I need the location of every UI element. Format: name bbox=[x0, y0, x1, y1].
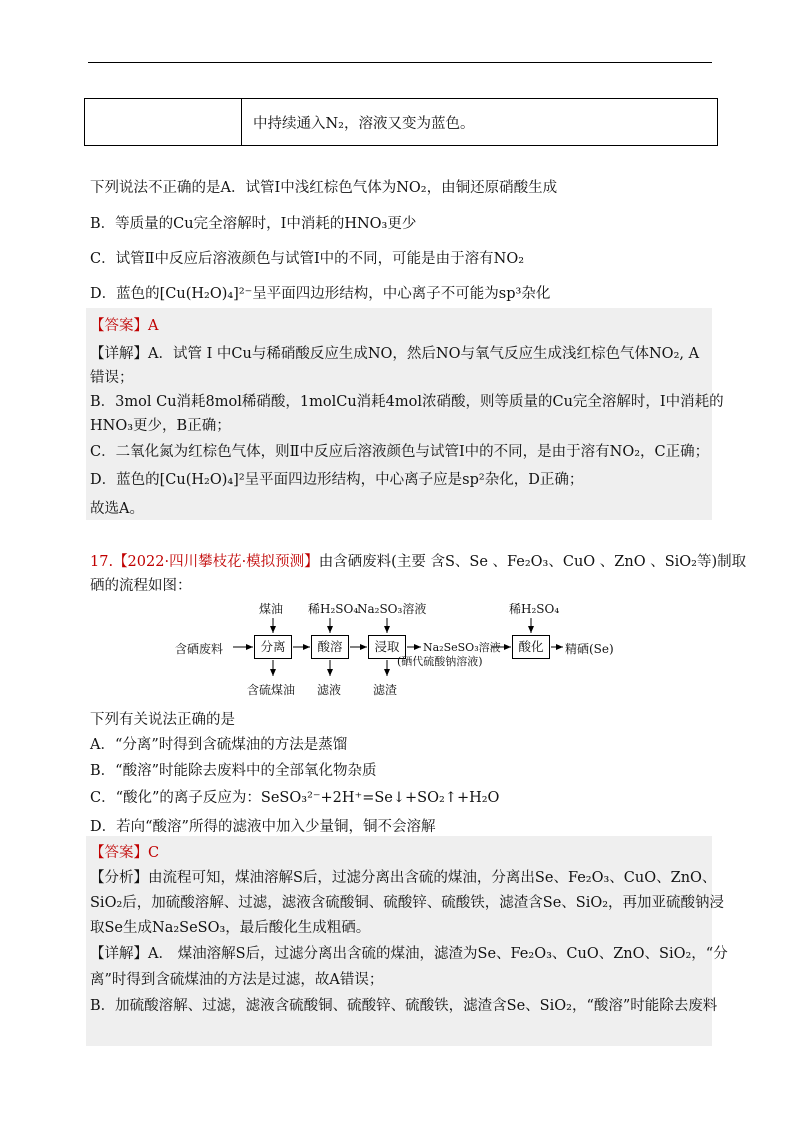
q17-detail-a: 【详解】A． 煤油溶解S后，过滤分离出含硫的煤油，滤渣为Se、Fe₂O₃、CuO、ZnO、SiO₂，“分 bbox=[90, 946, 728, 962]
flow-input: 含硒废料 bbox=[175, 642, 224, 656]
q17-analysis-3: 取Se生成Na₂SeSO₃，最后酸化生成粗硒。 bbox=[90, 920, 371, 936]
q17-analysis-2: SiO₂后，加硫酸溶解、过滤，滤液含硫酸铜、硫酸锌、硫酸铁，滤渣含Se、SiO₂，再加亚硫酸钠浸 bbox=[90, 895, 725, 911]
q16-detail-d: D．蓝色的[Cu(H₂O)₄]²呈平面四边形结构，中心离子应是sp²杂化，D正确； bbox=[90, 472, 584, 488]
flow-bottom-label-2: 滤液 bbox=[317, 683, 342, 697]
table-divider bbox=[241, 99, 242, 145]
flow-bottom-label-1: 含硫煤油 bbox=[247, 683, 296, 697]
q17-number: 17. bbox=[90, 554, 114, 570]
q16-detail-c: C．二氧化氮为红棕色气体，则Ⅱ中反应后溶液颜色与试管Ⅰ中的不同，是由于溶有NO₂，C正确； bbox=[90, 444, 710, 460]
q17-option-d: D．若向“酸溶”所得的滤液中加入少量铜，铜不会溶解 bbox=[90, 819, 436, 835]
q17-stem-line1 bbox=[90, 550, 746, 571]
q16-detail-b: B．3mol Cu消耗8mol稀硝酸，1molCu消耗4mol浓硝酸，则等质量的Cu完全溶解时，I中消耗的 bbox=[90, 394, 724, 410]
flow-box-leach: 浸取 bbox=[368, 635, 406, 659]
flow-mid-label-2: (硒代硫酸钠溶液) bbox=[397, 655, 483, 668]
flow-top-label-3: Na₂SO₃溶液 bbox=[357, 602, 427, 616]
q17-stem-line2: 硒的流程如图： bbox=[90, 578, 192, 594]
flow-output: 精硒(Se) bbox=[565, 642, 614, 656]
q17-option-a: A．“分离”时得到含硫煤油的方法是蒸馏 bbox=[90, 737, 348, 753]
q17-option-b: B．“酸溶”时能除去废料中的全部氧化物杂质 bbox=[90, 763, 377, 779]
q16-conclusion: 故选A。 bbox=[90, 501, 144, 517]
q17-detail-b: B．加硫酸溶解、过滤，滤液含硫酸铜、硫酸锌、硫酸铁，滤渣含Se、SiO₂，“酸溶”时能除去废料 bbox=[90, 998, 718, 1014]
q16-stem: 下列说法不正确的是A．试管Ⅰ中浅红棕色气体为NO₂，由铜还原硝酸生成 bbox=[90, 180, 558, 196]
flow-top-label-1: 煤油 bbox=[259, 602, 284, 616]
flow-box-acid-dissolve: 酸溶 bbox=[311, 635, 349, 659]
q16-option-b: B．等质量的Cu完全溶解时，Ⅰ中消耗的HNO₃更少 bbox=[90, 216, 417, 232]
q17-ask: 下列有关说法正确的是 bbox=[90, 712, 235, 728]
q17-analysis-1: 【分析】由流程可知，煤油溶解S后，过滤分离出含硫的煤油，分离出Se、Fe₂O₃、CuO、ZnO、 bbox=[90, 870, 717, 886]
flow-mid-label: Na₂SeSO₃溶液 bbox=[423, 641, 501, 654]
flow-top-label-4: 稀H₂SO₄ bbox=[509, 602, 560, 616]
q16-answer: 【答案】A bbox=[90, 318, 159, 334]
q16-detail-a: 【详解】A．试管 Ⅰ 中Cu与稀硝酸反应生成NO，然后NO与氧气反应生成浅红棕色气体NO₂, A bbox=[90, 346, 700, 362]
flow-bottom-label-3: 滤渣 bbox=[373, 683, 398, 697]
q17-option-c: C．“酸化”的离子反应为：SeSO₃²⁻+2H⁺=Se↓+SO₂↑+H₂O bbox=[90, 790, 500, 806]
q17-stem: 由含硒废料(主要 含S、Se 、Fe₂O₃、CuO 、ZnO 、SiO₂等)制取 bbox=[318, 554, 747, 570]
experiment-table bbox=[84, 98, 718, 146]
flow-box-separate: 分离 bbox=[254, 635, 292, 659]
flow-chart bbox=[175, 596, 635, 706]
q17-detail-a2: 离”时得到含硫煤油的方法是过滤，故A错误； bbox=[90, 972, 384, 988]
table-cell-text: 中持续通入N₂，溶液又变为蓝色。 bbox=[253, 116, 475, 132]
q16-option-c: C．试管Ⅱ中反应后溶液颜色与试管Ⅰ中的不同，可能是由于溶有NO₂ bbox=[90, 251, 525, 267]
flow-top-label-2: 稀H₂SO₄ bbox=[308, 602, 359, 616]
flow-box-acidify: 酸化 bbox=[512, 635, 550, 659]
q16-option-d: D．蓝色的[Cu(H₂O)₄]²⁻呈平面四边形结构，中心离子不可能为sp³杂化 bbox=[90, 286, 551, 302]
q17-source: 【2022·四川攀枝花·模拟预测】 bbox=[113, 554, 319, 570]
q17-answer: 【答案】C bbox=[90, 845, 160, 861]
header-rule bbox=[88, 62, 712, 63]
q16-detail-b2: HNO₃更少，B正确； bbox=[90, 418, 231, 434]
q16-detail-a2: 错误； bbox=[90, 370, 134, 386]
